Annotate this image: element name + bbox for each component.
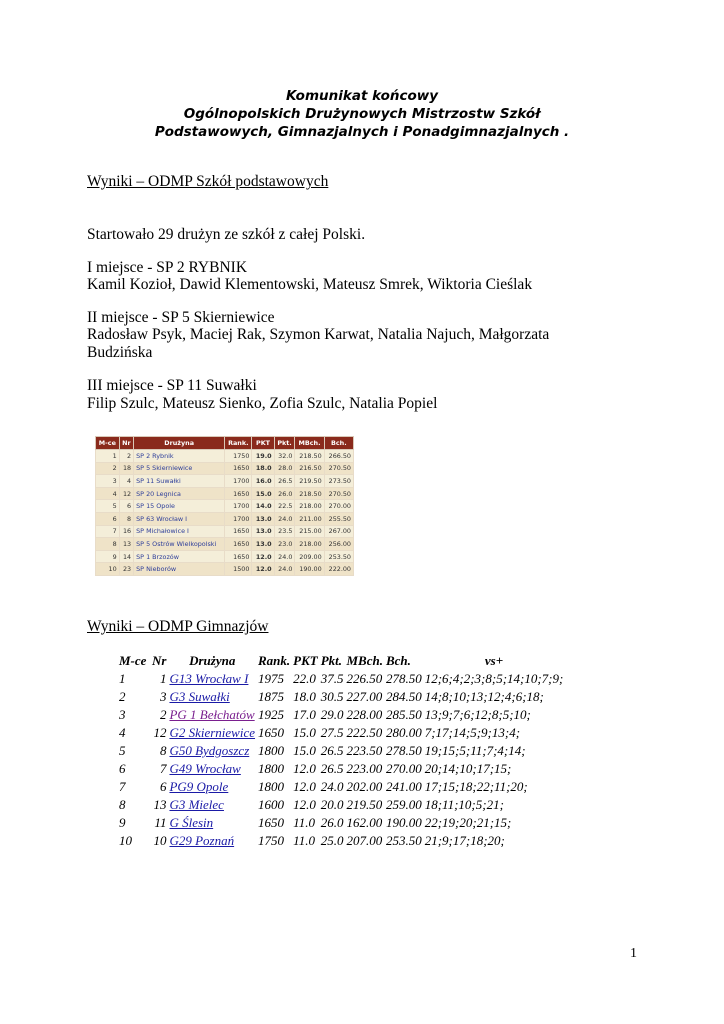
sp-table-cell: 216.50 bbox=[295, 462, 324, 475]
sp-table-cell: 222.00 bbox=[324, 563, 353, 576]
sp-intro: Startowało 29 drużyn ze szkół z całej Polski. bbox=[87, 226, 366, 243]
sp-table-cell: 270.00 bbox=[324, 500, 353, 513]
team-link-text[interactable]: G3 Mielec bbox=[169, 797, 224, 812]
gim-table-header: Bch. bbox=[385, 653, 411, 668]
sp-table-cell: SP 2 Rybnik bbox=[134, 450, 225, 463]
gim-table-row bbox=[116, 706, 566, 724]
sp-table-cell: 23 bbox=[119, 563, 133, 576]
gim-table-cell: 11.0 bbox=[293, 815, 315, 830]
sp-table-row bbox=[96, 450, 354, 463]
sp-table-cell: 253.50 bbox=[324, 550, 353, 563]
gim-table-row bbox=[116, 796, 566, 814]
gim-table-cell: 10 bbox=[153, 833, 167, 848]
gim-table-cell: 6 bbox=[119, 761, 126, 776]
gim-table-cell: 26.0 bbox=[320, 815, 344, 830]
gim-table-cell: 12;6;4;2;3;8;5;14;10;7;9; bbox=[424, 671, 564, 686]
gim-table-cell: 162.00 bbox=[346, 815, 383, 830]
sp-place3-title: III miejsce - SP 11 Suwałki bbox=[87, 377, 257, 394]
gim-table-cell: 12.0 bbox=[293, 761, 316, 776]
gim-table-cell: 8 bbox=[119, 797, 126, 812]
gim-table-cell: 5 bbox=[119, 743, 126, 758]
sp-table-cell: 267.00 bbox=[324, 525, 353, 538]
sp-table-cell: 26.0 bbox=[274, 487, 295, 500]
gim-table-cell: 29.0 bbox=[320, 707, 344, 722]
sp-table-cell: 219.50 bbox=[295, 475, 324, 488]
gim-table-cell: 14;8;10;13;12;4;6;18; bbox=[424, 689, 544, 704]
gim-table-header: Nr bbox=[152, 653, 167, 668]
sp-place2-players-cont: Budzińska bbox=[87, 344, 153, 361]
sp-table-cell: 218.00 bbox=[295, 538, 324, 551]
gim-table-cell: 1 bbox=[119, 671, 126, 686]
gim-table-cell: 37.5 bbox=[320, 671, 344, 686]
gim-table-cell: 20;14;10;17;15; bbox=[424, 761, 512, 776]
sp-table-row bbox=[96, 487, 354, 500]
team-link[interactable] bbox=[169, 814, 258, 832]
team-link-text[interactable]: G29 Poznań bbox=[169, 833, 235, 848]
sp-table-row bbox=[96, 550, 354, 563]
sp-table-cell: 8 bbox=[119, 512, 133, 525]
team-link-text[interactable]: G13 Wrocław I bbox=[169, 671, 249, 686]
sp-table-cell: 1700 bbox=[225, 475, 252, 488]
sp-table-cell: 218.50 bbox=[295, 487, 324, 500]
gim-table-cell: 20.0 bbox=[320, 797, 344, 812]
sp-table-cell: 12.0 bbox=[252, 550, 274, 563]
team-link-text[interactable]: G3 Suwałki bbox=[169, 689, 230, 704]
sp-table-cell: 26.5 bbox=[274, 475, 295, 488]
sp-table-cell: 32.0 bbox=[274, 450, 295, 463]
sp-table-cell: SP Michałowice I bbox=[134, 525, 225, 538]
gim-table-cell: 1650 bbox=[258, 725, 285, 740]
sp-table-cell: 13.0 bbox=[252, 525, 274, 538]
gim-table-cell: 7 bbox=[119, 779, 126, 794]
gim-table-cell: 9 bbox=[119, 815, 126, 830]
sp-table-cell: 7 bbox=[96, 525, 120, 538]
gim-table-cell: 12.0 bbox=[293, 797, 316, 812]
team-link[interactable] bbox=[169, 670, 258, 688]
title-line-2: Ogólnopolskich Drużynowych Mistrzostw Szkół bbox=[183, 106, 541, 122]
gim-table-cell: 278.50 bbox=[385, 743, 422, 758]
sp-place2-players: Radosław Psyk, Maciej Rak, Szymon Karwat, Natalia Najuch, Małgorzata bbox=[87, 326, 550, 343]
sp-table-cell: 215.00 bbox=[295, 525, 324, 538]
gim-table-cell: 3 bbox=[119, 707, 126, 722]
gim-table-row bbox=[116, 688, 566, 706]
team-link[interactable] bbox=[169, 796, 258, 814]
sp-table-cell: 218.50 bbox=[295, 450, 324, 463]
sp-table-cell: 22.5 bbox=[274, 500, 295, 513]
gim-table-cell: 1750 bbox=[258, 833, 285, 848]
gim-table-cell: 226.50 bbox=[346, 671, 383, 686]
sp-place3-players: Filip Szulc, Mateusz Sienko, Zofia Szulc, Natalia Popiel bbox=[87, 395, 438, 412]
gim-table-cell: 18.0 bbox=[293, 689, 316, 704]
gim-table-row bbox=[116, 670, 566, 688]
gim-table-cell: 2 bbox=[159, 707, 167, 722]
sp-table-cell: 19.0 bbox=[252, 450, 274, 463]
gim-table-cell: 1600 bbox=[258, 797, 285, 812]
sp-table-cell: 1650 bbox=[225, 525, 252, 538]
sp-table-cell: 2 bbox=[119, 450, 133, 463]
team-link-text[interactable]: PG9 Opole bbox=[169, 779, 229, 794]
team-link-text[interactable]: PG 1 Bełchatów bbox=[169, 707, 255, 722]
sp-place2-title: II miejsce - SP 5 Skierniewice bbox=[87, 309, 275, 326]
gim-table-cell: 223.50 bbox=[346, 743, 383, 758]
gim-table-cell: 11.0 bbox=[293, 833, 315, 848]
sp-place1-title: I miejsce - SP 2 RYBNIK bbox=[87, 259, 248, 276]
team-link[interactable] bbox=[169, 724, 258, 742]
sp-table-header: Bch. bbox=[324, 437, 353, 450]
sp-table-cell: 3 bbox=[96, 475, 120, 488]
title-line-1: Komunikat końcowy bbox=[285, 88, 439, 104]
sp-table-cell: 24.0 bbox=[274, 563, 295, 576]
gim-table-row bbox=[116, 760, 566, 778]
sp-table-cell: 6 bbox=[96, 512, 120, 525]
sp-table-cell: 5 bbox=[96, 500, 120, 513]
gim-table-cell: 15.0 bbox=[293, 725, 316, 740]
sp-table-cell: 13 bbox=[119, 538, 133, 551]
sp-table-cell: SP 63 Wrocław I bbox=[134, 512, 225, 525]
gim-table-cell: 13;9;7;6;12;8;5;10; bbox=[424, 707, 531, 722]
gim-table-row bbox=[116, 778, 566, 796]
gim-table-cell: 227.00 bbox=[346, 689, 383, 704]
sp-table-row bbox=[96, 525, 354, 538]
gim-table-cell: 284.50 bbox=[385, 689, 422, 704]
gim-table-cell: 3 bbox=[159, 689, 167, 704]
gim-table-header: MBch. bbox=[346, 653, 383, 668]
gim-table-header: M-ce bbox=[119, 653, 147, 668]
gim-table-cell: 21;9;17;18;20; bbox=[424, 833, 505, 848]
sp-table-cell: 1650 bbox=[225, 550, 252, 563]
gim-table-cell: 7 bbox=[159, 761, 167, 776]
sp-table-cell: SP 15 Opole bbox=[134, 500, 225, 513]
sp-table-row bbox=[96, 475, 354, 488]
gim-table-cell: 223.00 bbox=[346, 761, 383, 776]
sp-table-cell: SP 5 Skierniewice bbox=[134, 462, 225, 475]
gim-table-cell: 1650 bbox=[258, 815, 285, 830]
gim-table-cell: 13 bbox=[153, 797, 167, 812]
gim-table-cell: 17;15;18;22;11;20; bbox=[424, 779, 528, 794]
sp-table-cell: 211.00 bbox=[295, 512, 324, 525]
gim-table-cell: 11 bbox=[154, 815, 167, 830]
sp-table-cell: SP 11 Suwałki bbox=[134, 475, 225, 488]
gim-table-cell: 19;15;5;11;7;4;14; bbox=[424, 743, 526, 758]
sp-table-cell: 24.0 bbox=[274, 512, 295, 525]
sp-place1-players: Kamil Kozioł, Dawid Klementowski, Mateusz Smrek, Wiktoria Cieślak bbox=[87, 276, 533, 293]
sp-table-cell: 255.50 bbox=[324, 512, 353, 525]
sp-table-cell: 270.50 bbox=[324, 487, 353, 500]
sp-table-cell: 23.5 bbox=[274, 525, 295, 538]
gim-table-cell: 222.50 bbox=[346, 725, 383, 740]
team-link[interactable] bbox=[169, 760, 258, 778]
gim-table-cell: 10 bbox=[119, 833, 132, 848]
sp-table-row bbox=[96, 538, 354, 551]
gim-table-cell: 12 bbox=[153, 725, 167, 740]
gim-table-cell: 17.0 bbox=[293, 707, 316, 722]
team-link-text[interactable]: G Ślesin bbox=[169, 815, 214, 830]
sp-table-cell: 10 bbox=[96, 563, 120, 576]
team-link[interactable] bbox=[169, 688, 258, 706]
gim-table-cell: 6 bbox=[159, 779, 167, 794]
sp-table-cell: 4 bbox=[119, 475, 133, 488]
gim-table-cell: 1800 bbox=[258, 761, 285, 776]
gim-table-cell: 202.00 bbox=[346, 779, 383, 794]
team-link[interactable] bbox=[169, 832, 258, 850]
sp-table-cell: 24.0 bbox=[274, 550, 295, 563]
sp-table-row bbox=[96, 563, 354, 576]
team-link[interactable] bbox=[169, 706, 258, 724]
gim-table-header: Drużyna bbox=[189, 653, 236, 668]
sp-table-header: Drużyna bbox=[134, 437, 225, 450]
sp-table-cell: 16 bbox=[119, 525, 133, 538]
gim-table-cell: 253.50 bbox=[385, 833, 422, 848]
sp-table-cell: 209.00 bbox=[295, 550, 324, 563]
sp-table-row bbox=[96, 512, 354, 525]
sp-table-cell: SP 1 Brzozów bbox=[134, 550, 225, 563]
sp-table-cell: 14 bbox=[119, 550, 133, 563]
gim-table-cell: 25.0 bbox=[320, 833, 344, 848]
sp-section-heading: Wyniki – ODMP Szkół podstawowych bbox=[87, 173, 329, 190]
gim-table-cell: 270.00 bbox=[385, 761, 422, 776]
gim-table-cell: 24.0 bbox=[320, 779, 344, 794]
sp-table-header: Pkt. bbox=[274, 437, 295, 450]
sp-table-cell: 14.0 bbox=[252, 500, 274, 513]
gim-table-cell: 241.00 bbox=[385, 779, 422, 794]
gim-table-cell: 219.50 bbox=[346, 797, 383, 812]
gim-table-row bbox=[116, 724, 566, 742]
sp-table-cell: 23.0 bbox=[274, 538, 295, 551]
sp-results-table bbox=[95, 436, 354, 576]
gim-table-cell: 22.0 bbox=[293, 671, 316, 686]
gim-table-cell: 285.50 bbox=[385, 707, 422, 722]
gim-table-cell: 30.5 bbox=[320, 689, 344, 704]
sp-table-cell: 6 bbox=[119, 500, 133, 513]
team-link-text[interactable]: G49 Wrocław bbox=[169, 761, 241, 776]
gim-table-cell: 190.00 bbox=[385, 815, 422, 830]
gim-table-cell: 8 bbox=[159, 743, 167, 758]
gim-table-row bbox=[116, 742, 566, 760]
gim-table-cell: 27.5 bbox=[320, 725, 344, 740]
gim-table-cell: 18;11;10;5;21; bbox=[424, 797, 504, 812]
gim-table-cell: 1800 bbox=[258, 743, 285, 758]
gim-table-cell: 1975 bbox=[258, 671, 285, 686]
gim-table-cell: 1800 bbox=[258, 779, 285, 794]
gim-table-cell: 4 bbox=[119, 725, 126, 740]
sp-table-header: Rank. bbox=[225, 437, 252, 450]
sp-table-cell: SP 5 Ostrów Wielkopolski bbox=[134, 538, 225, 551]
page-number: 1 bbox=[630, 946, 637, 961]
gim-table-cell: 15.0 bbox=[293, 743, 316, 758]
sp-table-cell: 16.0 bbox=[252, 475, 274, 488]
gim-table-cell: 26.5 bbox=[320, 761, 344, 776]
sp-table-cell: 12 bbox=[119, 487, 133, 500]
gim-table-row bbox=[116, 814, 566, 832]
sp-table-cell: 12.0 bbox=[252, 563, 274, 576]
sp-table-cell: 1650 bbox=[225, 462, 252, 475]
gim-results-table bbox=[116, 652, 566, 850]
sp-table-cell: 1700 bbox=[225, 512, 252, 525]
sp-table-cell: 8 bbox=[96, 538, 120, 551]
sp-table-cell: 1650 bbox=[225, 538, 252, 551]
gim-table-cell: 228.00 bbox=[346, 707, 383, 722]
sp-table-cell: 190.00 bbox=[295, 563, 324, 576]
gim-table-cell: 1 bbox=[159, 671, 167, 686]
sp-table-cell: 1500 bbox=[225, 563, 252, 576]
gim-table-cell: 12.0 bbox=[293, 779, 316, 794]
gim-table-cell: 7;17;14;5;9;13;4; bbox=[424, 725, 521, 740]
sp-table-row bbox=[96, 462, 354, 475]
sp-table-cell: SP Nieborów bbox=[134, 563, 225, 576]
sp-table-cell: 13.0 bbox=[252, 538, 274, 551]
team-link[interactable] bbox=[169, 778, 258, 796]
gim-table-cell: 259.00 bbox=[385, 797, 422, 812]
team-link[interactable] bbox=[169, 742, 258, 760]
sp-table-cell: 2 bbox=[96, 462, 120, 475]
sp-table-header: MBch. bbox=[295, 437, 324, 450]
sp-table-cell: 218.00 bbox=[295, 500, 324, 513]
sp-table-cell: 13.0 bbox=[252, 512, 274, 525]
sp-table-cell: 256.00 bbox=[324, 538, 353, 551]
team-link-text[interactable]: G2 Skierniewice bbox=[169, 725, 256, 740]
gim-table-cell: 26.5 bbox=[320, 743, 344, 758]
sp-table-cell: 18.0 bbox=[252, 462, 274, 475]
sp-table-cell: 1700 bbox=[225, 500, 252, 513]
sp-table-cell: 9 bbox=[96, 550, 120, 563]
gim-table-cell: 22;19;20;21;15; bbox=[424, 815, 512, 830]
sp-table-header: PKT bbox=[252, 437, 274, 450]
sp-table-cell: 28.0 bbox=[274, 462, 295, 475]
gim-table-header: Rank. bbox=[258, 653, 291, 668]
sp-table-cell: 18 bbox=[119, 462, 133, 475]
gim-table-cell: 278.50 bbox=[385, 671, 422, 686]
sp-table-cell: 1650 bbox=[225, 487, 252, 500]
title-line-3: Podstawowych, Gimnazjalnych i Ponadgimnazjalnych . bbox=[154, 124, 570, 140]
gim-table-cell: 1925 bbox=[258, 707, 285, 722]
sp-table-cell: 270.50 bbox=[324, 462, 353, 475]
gim-section-heading: Wyniki – ODMP Gimnazjów bbox=[87, 618, 269, 635]
sp-table-cell: 273.50 bbox=[324, 475, 353, 488]
gim-table-header: PKT bbox=[293, 653, 318, 668]
sp-table-cell: 15.0 bbox=[252, 487, 274, 500]
sp-table-header: M-ce bbox=[96, 437, 120, 450]
gim-table-cell: 2 bbox=[119, 689, 126, 704]
team-link-text[interactable]: G50 Bydgoszcz bbox=[169, 743, 250, 758]
gim-table-cell: 280.00 bbox=[385, 725, 422, 740]
sp-table-cell: SP 20 Legnica bbox=[134, 487, 225, 500]
sp-table-cell: 1750 bbox=[225, 450, 252, 463]
sp-table-cell: 266.50 bbox=[324, 450, 353, 463]
sp-table-cell: 4 bbox=[96, 487, 120, 500]
gim-table-header: vs+ bbox=[484, 653, 504, 668]
sp-table-header: Nr bbox=[119, 437, 133, 450]
sp-table-row bbox=[96, 500, 354, 513]
gim-table-cell: 1875 bbox=[258, 689, 285, 704]
gim-table-header: Pkt. bbox=[320, 653, 343, 668]
gim-table-cell: 207.00 bbox=[346, 833, 383, 848]
gim-table-row bbox=[116, 832, 566, 850]
sp-table-cell: 1 bbox=[96, 450, 120, 463]
